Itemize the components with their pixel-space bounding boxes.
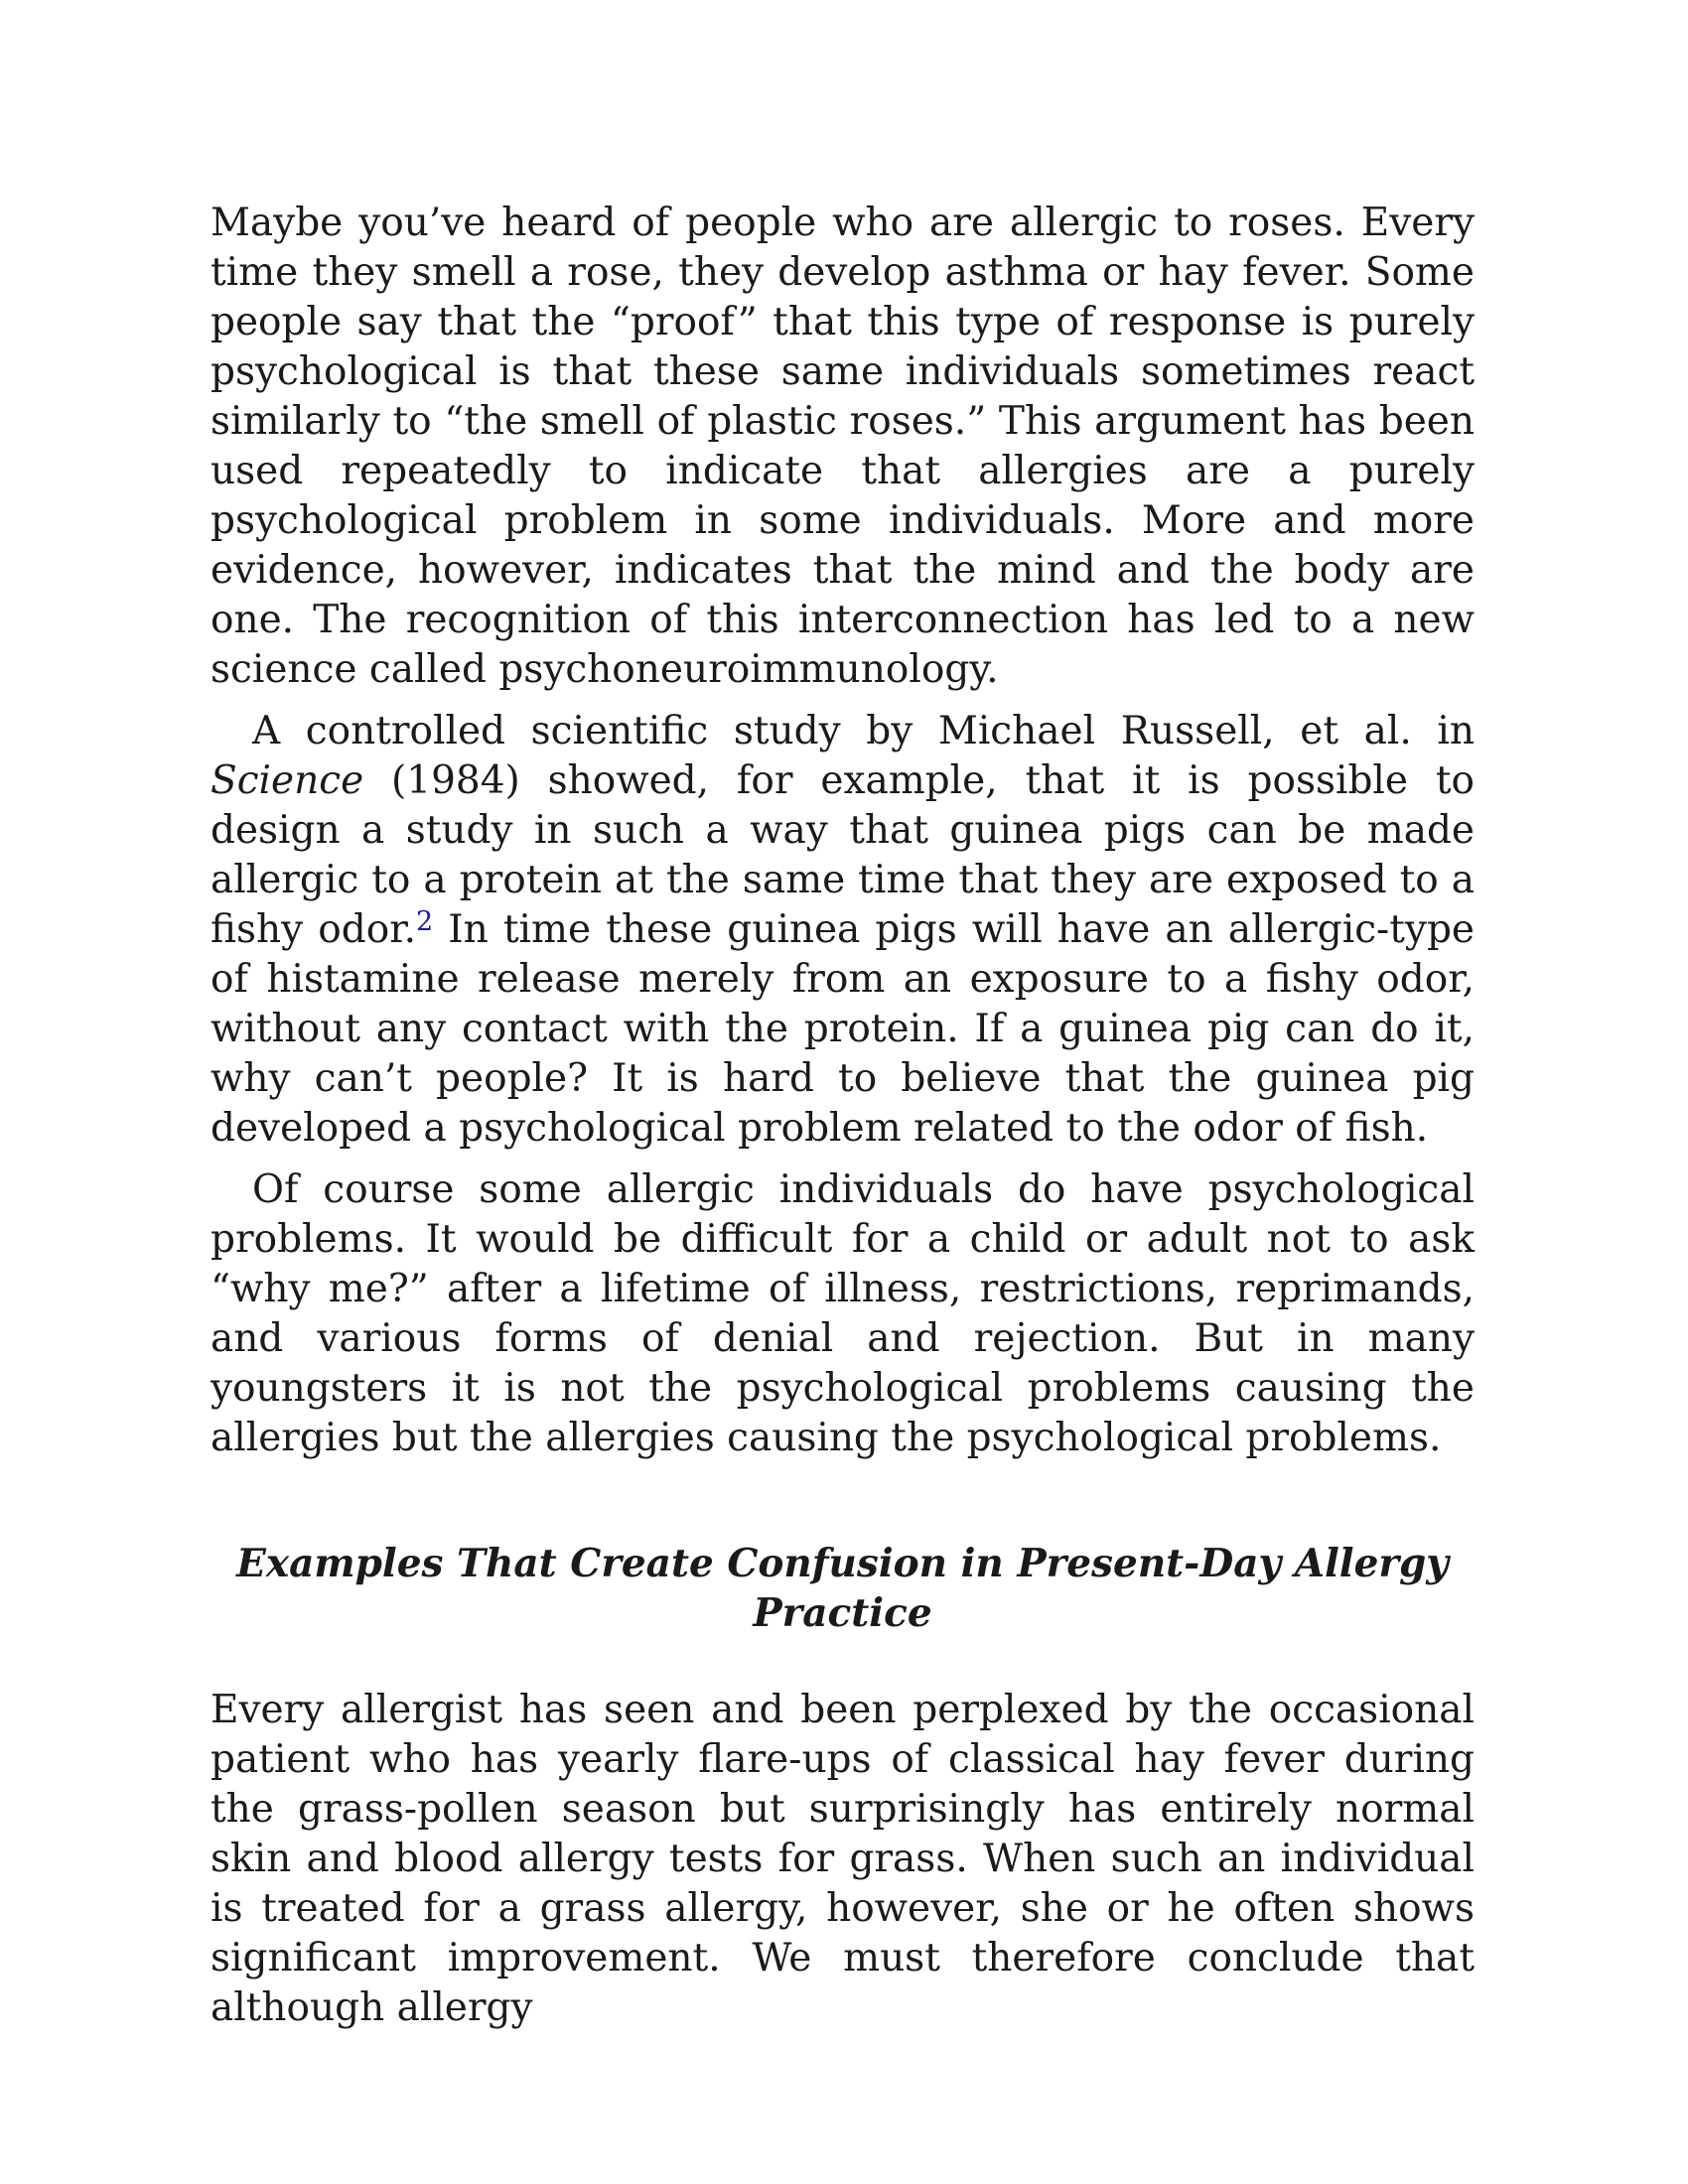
document-page — [211, 199, 1475, 2033]
footnote-link[interactable]: 2 — [415, 906, 434, 937]
paragraph-text: A controlled scientific study by Michael Russell, et al. in — [252, 709, 1475, 753]
paragraph-guinea-pig-study — [211, 707, 1475, 1154]
paragraph-roses: Maybe you’ve heard of people who are allergic to roses. Every time they smell a rose, they develop asthma or hay fever. Some people say that the “proof” that this type of response is purely psychological is that these same individuals sometimes react similarly to “the smell of plastic roses.” This argument has been used repeatedly to indicate that allergies are a purely psychological problem in some individuals. More and more evidence, however, indicates that the mind and the body are one. The recognition of this interconnection has led to a new science called psychoneuroimmunology. — [211, 201, 1475, 692]
paragraph-text: (1984) showed, for example, that it is possible to design a study in such a way that guinea pigs can be made allergic to a protein at the same time that they are exposed to a fishy odor. — [211, 758, 1475, 952]
section-heading: Examples That Create Confusion in Present-Day Allergy Practice — [236, 1541, 1449, 1636]
journal-title: Science — [211, 758, 364, 803]
paragraph-text: In time these guinea pigs will have an allergic-type of histamine release merely from an exposure to a fishy odor, without any contact with the protein. If a guinea pig can do it, why can’t people? It is hard to believe that the guinea pig developed a psychological problem related to the odor of fish. — [211, 907, 1475, 1151]
paragraph-allergist: Every allergist has seen and been perplexed by the occasional patient who has yearly flare-ups of classical hay fever during the grass-pollen season but surprisingly has entirely normal skin and blood allergy tests for grass. When such an individual is treated for a grass allergy, however, she or he often shows significant improvement. We must therefore conclude that although allergy — [211, 1688, 1475, 2030]
paragraph-psychological-problems: Of course some allergic individuals do have psychological problems. It would be difficult for a child or adult not to ask “why me?” after a lifetime of illness, restrictions, reprimands, and various forms of denial and rejection. But in many youngsters it is not the psychological problems causing the allergies but the allergies causing the psychological problems. — [211, 1167, 1475, 1460]
